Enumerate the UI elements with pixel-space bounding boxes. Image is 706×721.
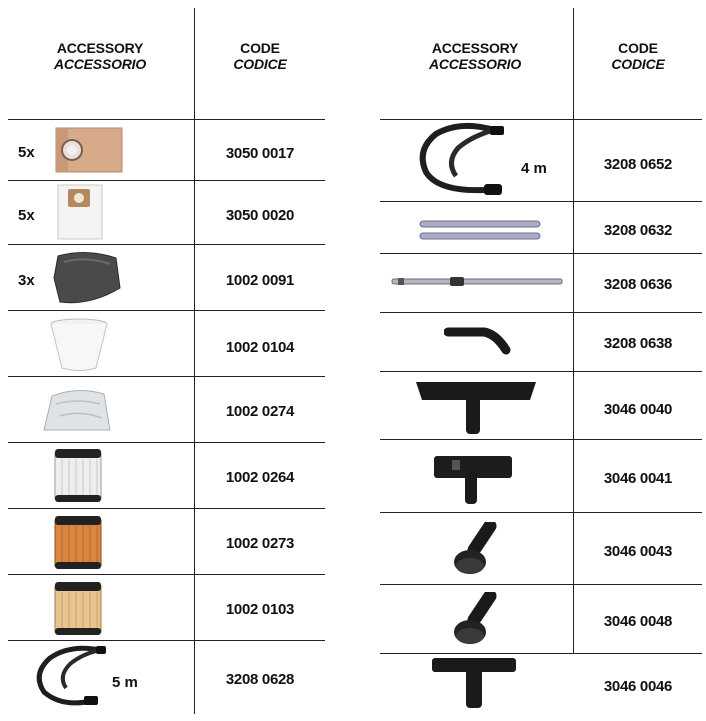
product-code: 3046 0043 [603,543,673,560]
right-codice-label: CODICE [611,56,665,72]
quantity-label: 5x [18,207,35,224]
right-row-divider [380,371,702,372]
right-row-divider [380,439,702,440]
left-codice-label: CODICE [233,56,287,72]
product-code: 1002 0104 [225,339,295,356]
fleece-bag-image [56,183,106,241]
product-code: 1002 0264 [225,469,295,486]
right-row-divider [380,201,702,202]
right-code-header [574,40,702,72]
quantity-label: 3x [18,272,35,289]
curved-handle-image [444,322,512,360]
round-brush-image [450,592,502,648]
product-code: 3208 0638 [603,335,673,352]
right-accessorio-label: ACCESSORIO [428,56,522,72]
product-code: 3050 0020 [225,207,295,224]
product-code: 3208 0652 [603,156,673,173]
dust-bag-image [50,248,122,306]
product-code: 3046 0048 [603,613,673,630]
product-code: 3046 0041 [603,470,673,487]
left-row-divider [8,574,325,575]
hepa-cartridge-image [52,445,104,505]
product-code: 3208 0628 [225,671,295,688]
right-row-divider [380,119,702,120]
telescopic-tube-image [390,274,564,290]
product-code: 3046 0046 [603,678,673,695]
quantity-label: 5x [18,144,35,161]
left-accessory-label: ACCESSORY [56,40,144,56]
upholstery-nozzle-image [430,656,518,712]
left-row-divider [8,310,325,311]
left-row-divider [8,244,325,245]
left-row-divider [8,640,325,641]
left-row-divider [8,376,325,377]
left-accessory-header [20,40,180,72]
product-code: 3050 0017 [225,145,295,162]
right-row-divider [380,653,702,654]
product-code: 1002 0091 [225,272,295,289]
right-row-divider [380,512,702,513]
left-row-divider [8,442,325,443]
left-column-divider [194,8,195,714]
left-row-divider [8,180,325,181]
product-code: 3208 0632 [603,222,673,239]
right-code-label: CODE [618,40,658,56]
product-code: 1002 0103 [225,601,295,618]
right-row-divider [380,312,702,313]
right-row-divider [380,253,702,254]
paper-bag-image [54,126,126,176]
left-row-divider [8,508,325,509]
round-brush-image [450,522,502,578]
left-accessorio-label: ACCESSORIO [53,56,147,72]
beige-cartridge-image [52,578,104,638]
right-accessory-header [395,40,555,72]
wet-dry-nozzle-image [414,376,538,438]
hose-4m-image [414,122,514,200]
right-row-divider [380,584,702,585]
product-code: 1002 0274 [225,403,295,420]
product-code: 3046 0040 [603,401,673,418]
extension-tubes-image [418,218,544,244]
left-code-header [195,40,325,72]
orange-cartridge-image [52,512,104,572]
product-code: 3208 0636 [603,276,673,293]
cloth-filter-image [40,386,114,434]
left-code-label: CODE [240,40,280,56]
hose-5m-image [30,644,110,710]
left-row-divider [8,119,325,120]
right-accessory-label: ACCESSORY [431,40,519,56]
floor-nozzle-image [432,452,514,508]
product-code: 1002 0273 [225,535,295,552]
filter-basket-image [48,316,110,374]
hose-length-label: 4 m [521,160,547,177]
hose-length-label: 5 m [112,674,138,691]
